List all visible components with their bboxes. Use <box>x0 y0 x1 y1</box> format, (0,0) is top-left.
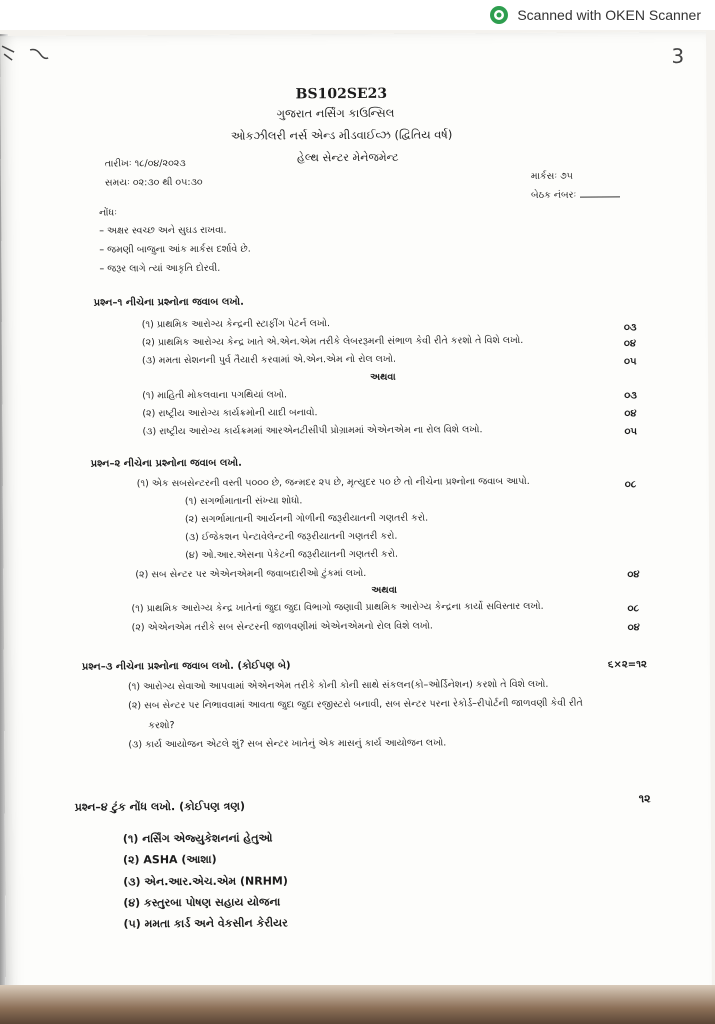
q3-marks: ૬×૨=૧૨ <box>607 659 647 671</box>
q2-alt-item: (૧) પ્રાથમિક આરોગ્ય કેન્દ્ર ખાતેનાં જુદા જુદા વિભાગો જણાવી પ્રાથમિક આરોગ્ય કેન્દ્રના કાર્યો સવિસ્તાર લખો. <box>131 600 544 615</box>
exam-time: સમયઃ ૦૨:૩૦ થી ૦૫:૩૦ <box>104 176 203 189</box>
q4-item: (૩) એન.આર.એચ.એમ (NRHM) <box>123 874 288 889</box>
q1-alt-item-marks: ૦૩ <box>624 390 637 402</box>
q3-title: પ્રશ્ન–૩ નીચેના પ્રશ્નોના જવાબ લખો. (કોઈપણ બે) <box>81 660 291 673</box>
q2-title: પ્રશ્ન–૨ નીચેના પ્રશ્નોના જવાબ લખો. <box>90 457 242 470</box>
scanner-banner-text: Scanned with OKEN Scanner <box>517 7 701 23</box>
q2-sub-item: (૨) સગર્ભામાતાની આર્યનની ગોળીની જરૂરીયાતની ગણતરી કરો. <box>184 512 429 526</box>
seat-number-label: બેઠક નંબરઃ <box>530 189 577 201</box>
total-marks: માર્કસઃ ૭૫ <box>530 170 573 182</box>
q2-alt-marks: ૦૮ <box>627 603 640 615</box>
notes-title: નોંધઃ <box>99 207 118 219</box>
q1-item: (૩) મમતા સેશનની પુર્વ તૈયારી કરવામાં એ.એન.એમ નો રોલ લખો. <box>141 353 397 367</box>
q1-item-marks: ૦૫ <box>623 356 637 368</box>
q2-alt-item: (૨) એએનએમ તરીકે સબ સેન્ટરની જાળવણીમાં એએનએમનો રોલ વિશે લખો. <box>131 620 433 634</box>
q4-item: (૨) ASHA (આશા) <box>123 852 217 867</box>
q2-or: અથવા <box>371 584 397 596</box>
q2-main-item: (૧) એક સબસેન્ટરની વસ્તી ૫૦૦૦ છે, જન્મદર ૨૫ છે, મૃત્યુદર ૫૦ છે તો નીચેના પ્રશ્નોના જવાબ આપો. <box>136 475 530 490</box>
seat-number <box>531 188 620 201</box>
q1-item: (૧) પ્રાથમિક આરોગ્ય કેન્દ્રની સ્ટાફીંગ પેટર્ન લખો. <box>141 318 331 331</box>
q2-sub-item: (૩) ઈજેકશન પેન્ટાવેલેન્ટની જરૂરીયાતની ગણતરી કરો. <box>185 530 398 544</box>
q2-alt-marks: ૦૪ <box>627 622 640 634</box>
exam-paper <box>0 32 712 1002</box>
q4-item: (૧) નર્સિંગ એજ્યુકેશનનાં હેતુઓ <box>122 831 273 846</box>
q1-item-marks: ૦૩ <box>623 322 637 334</box>
subject-name: હેલ્થ સેન્ટર મેનેજમેન્ટ <box>296 150 399 165</box>
q1-alt-item-marks: ૦૫ <box>624 426 638 438</box>
q2-sub-item: (૪) ઓ.આર.એસના પેકેટની જરૂરીયાતની ગણતરી કરો. <box>185 548 399 562</box>
q1-item-marks: ૦૪ <box>623 338 637 350</box>
exam-date: તારીખઃ ૧૮/૦૪/૨૦૨૩ <box>104 158 186 170</box>
council-name: ગુજરાત નર્સિંગ કાઉન્સિલ <box>276 105 395 121</box>
q2-second-item: (૨) સબ સેન્ટર પર એએનએમની જવાબદારીઓ ટુંકમાં લખો. <box>135 567 367 581</box>
page-number: 3 <box>671 43 685 69</box>
seat-number-blank <box>580 188 620 197</box>
q3-item: (૨) સબ સેન્ટર પર નિભાવવામાં આવતા જુદા જુદા રજીસ્ટરો બનાવી, સબ સેન્ટર પરના રેકોર્ડ–રીપોર્ટની જાળવણી કેવી રીતે <box>128 697 583 712</box>
scanner-logo-icon <box>489 5 509 25</box>
q1-or: અથવા <box>370 371 396 383</box>
note-item: – જમણી બાજુના આંક માર્કસ દર્શાવે છે. <box>99 243 251 256</box>
q4-item: (૫) મમતા કાર્ડ અને વેકસીન કેરીયર <box>123 916 288 931</box>
q1-alt-item: (૩) રાષ્ટ્રીય આરોગ્ય કાર્યક્રમમાં આરએનટીસીપી પ્રોગ્રામમાં એએનએમ ના રોલ વિશે લખો. <box>142 424 483 438</box>
q1-title: પ્રશ્ન–૧ નીચેના પ્રશ્નોના જવાબ લખો. <box>93 296 244 309</box>
scan-bottom-edge <box>0 985 715 1024</box>
paper-code: BS102SE23 <box>295 85 388 103</box>
q1-alt-item: (૧) માહિતી મોકલવાના પગથિયાં લખો. <box>142 389 287 402</box>
q2-main-marks: ૦૮ <box>624 479 637 491</box>
course-name: ઓકઝીલરી નર્સ એન્ડ મીડવાઈવ્ઝ (દ્વિતિય વર્ષ) <box>230 127 453 143</box>
q2-second-marks: ૦૪ <box>627 569 640 581</box>
q3-item-continuation: કરશો? <box>148 720 175 732</box>
q4-marks: ૧૨ <box>638 792 651 806</box>
q3-item: (૧) આરોગ્ય સેવાઓ આપવામાં એએનએમ તરીકે કોની કોની સાથે સંકલન(કો–ઓર્ડિનેશન) કરશો તે વિશે લખો. <box>127 678 549 693</box>
q1-alt-item: (૨) રાષ્ટ્રીય આરોગ્ય કાર્યક્રમોની યાદી બનાવો. <box>142 407 318 420</box>
corner-scribble-icon <box>28 46 50 62</box>
q4-item: (૪) કસ્તુરબા પોષણ સહાય યોજના <box>123 895 281 910</box>
scanner-banner <box>0 0 715 30</box>
q1-item: (૨) પ્રાથમિક આરોગ્ય કેન્દ્ર ખાતે એ.એન.એમ તરીકે લેબરરૂમની સંભાળ કેવી રીતે કરશો તે વિશે લખો. <box>141 334 524 349</box>
note-item: – જરૂર લાગે ત્યાં આકૃતિ દોરવી. <box>99 262 221 275</box>
note-item: – અક્ષર સ્વચ્છ અને સુઘડ રાખવા. <box>99 224 227 237</box>
q4-title: પ્રશ્ન–૪ ટુંક નોંધ લખો. (કોઈપણ ત્રણ) <box>74 799 246 814</box>
q3-item: (૩) કાર્ય આયોજન એટલે શું? સબ સેન્ટર ખાતેનું એક માસનું કાર્ય આયોજન લખો. <box>128 737 447 751</box>
corner-mark-icon <box>0 44 18 64</box>
q1-alt-item-marks: ૦૪ <box>624 408 637 420</box>
q2-sub-item: (૧) સગર્ભામાતાની સંખ્યા શોધો. <box>184 495 303 508</box>
